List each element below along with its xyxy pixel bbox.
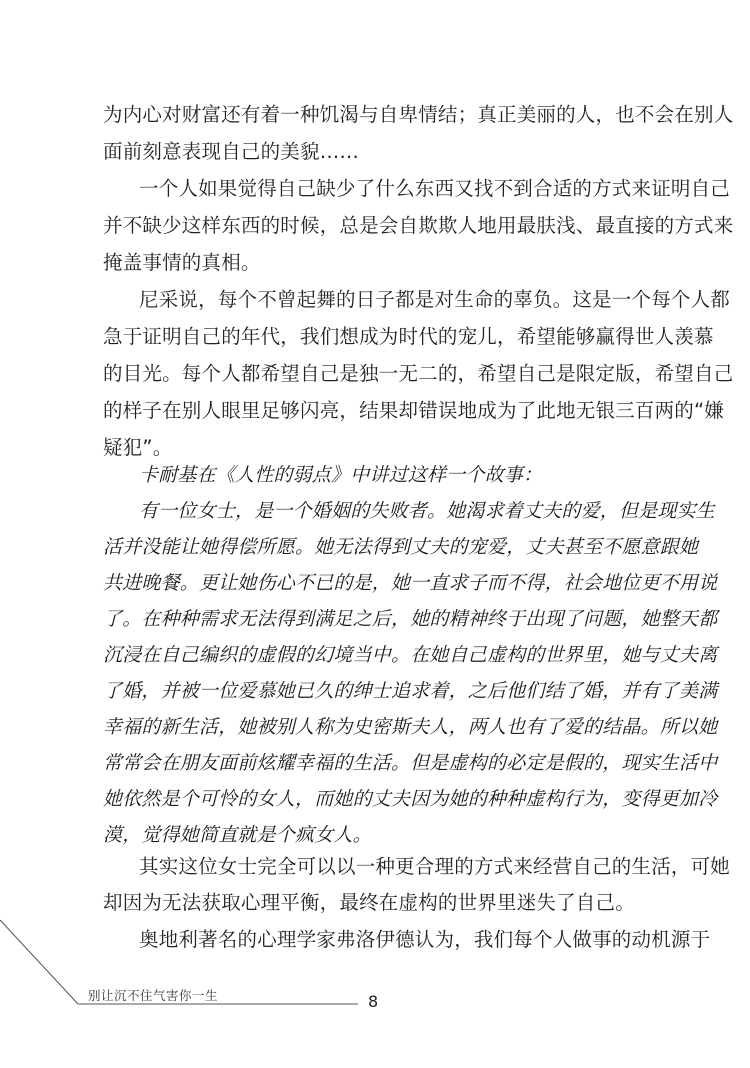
text-line: 有一位女士，是一个婚姻的失败者。她渴求着丈夫的爱，但是现实生 (139, 500, 716, 522)
text-line: 掩盖事情的真相。 (103, 251, 261, 274)
text-line: 漠，觉得她简直就是个疯女人。 (103, 824, 372, 846)
text-line: 卡耐基在《人性的弱点》中讲过这样一个故事： (139, 464, 543, 486)
text-line: 了。在种种需求无法得到满足之后，她的精神终于出现了问题，她整天都 (103, 608, 718, 630)
text-line: 急于证明自己的年代，我们想成为时代的宠儿，希望能够赢得世人羡慕 (103, 325, 714, 348)
text-line: 她依然是个可怜的女人，而她的丈夫因为她的种种虚构行为，变得更加冷 (103, 788, 718, 810)
text-line: 共进晚餐。更让她伤心不已的是，她一直求子而不得，社会地位更不用说 (103, 572, 718, 594)
text-line: 的样子在别人眼里足够闪亮，结果却错误地成为了此地无银三百两的“嫌 (103, 399, 725, 422)
text-line: 其实这位女士完全可以以一种更合理的方式来经营自己的生活，可她 (139, 855, 731, 878)
text-line: 并不缺少这样东西的时候，总是会自欺欺人地用最肤浅、最直接的方式来 (103, 214, 734, 237)
text-line: 却因为无法获取心理平衡，最终在虚构的世界里迷失了自己。 (103, 891, 635, 914)
text-line: 疑犯”。 (103, 436, 173, 459)
text-line: 活并没能让她得偿所愿。她无法得到丈夫的宠爱，丈夫甚至不愿意跟她 (103, 536, 699, 558)
text-line: 的目光。每个人都希望自己是独一无二的，希望自己是限定版，希望自己 (103, 362, 734, 385)
running-footer-book-title: 别让沉不住气害你一生 (88, 988, 219, 1003)
text-line: 常常会在朋友面前炫耀幸福的生活。但是虚构的必定是假的，现实生活中 (103, 752, 718, 774)
page-number: 8 (368, 992, 379, 1011)
text-line: 了婚，并被一位爱慕她已久的绅士追求着，之后他们结了婚，并有了美满 (103, 680, 718, 702)
text-line: 为内心对财富还有着一种饥渴与自卑情结；真正美丽的人，也不会在别人 (103, 103, 734, 126)
text-line: 奥地利著名的心理学家弗洛伊德认为，我们每个人做事的动机源于 (139, 928, 711, 951)
text-line: 尼采说，每个不曾起舞的日子都是对生命的辜负。这是一个每个人都 (139, 288, 731, 311)
text-line: 幸福的新生活，她被别人称为史密斯夫人，两人也有了爱的结晶。所以她 (103, 716, 718, 738)
text-line: 一个人如果觉得自己缺少了什么东西又找不到合适的方式来证明自己 (139, 177, 731, 200)
corner-diagonal-line (0, 920, 78, 1004)
text-line: 沉浸在自己编织的虚假的幻境当中。在她自己虚构的世界里，她与丈夫离 (103, 644, 718, 666)
text-line: 面前刻意表现自己的美貌…… (103, 140, 360, 163)
